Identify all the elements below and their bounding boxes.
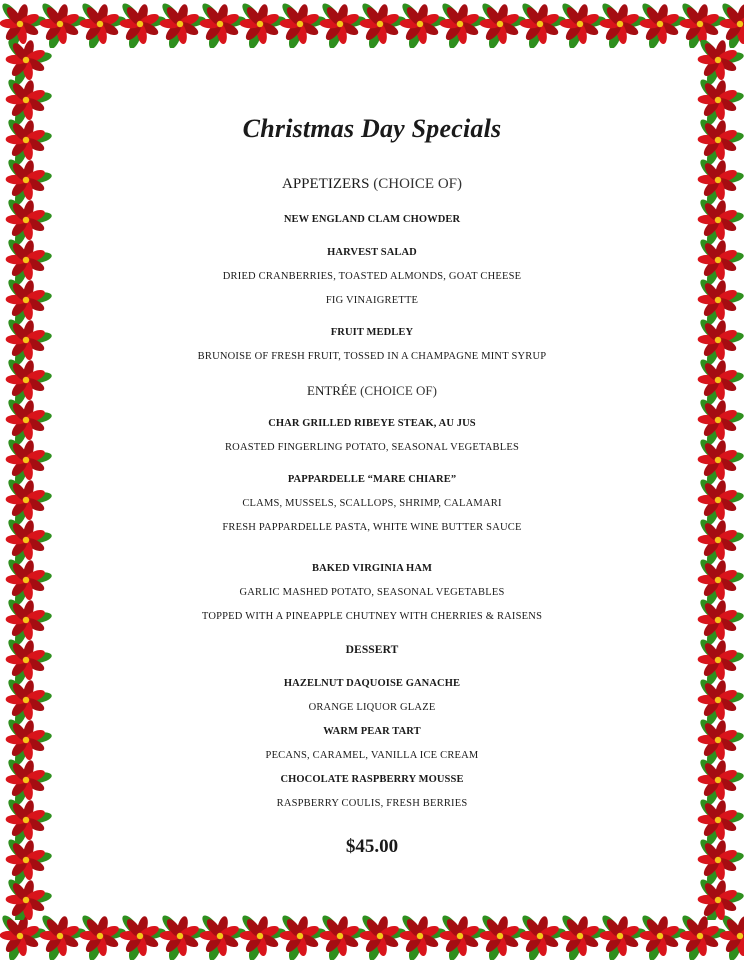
menu-item-name: PAPPARDELLE “MARE CHIARE” [287,474,457,485]
poinsettia-icon [359,1,406,48]
poinsettia-icon [559,1,606,48]
poinsettia-icon [697,397,744,446]
poinsettia-row-bottom [0,912,744,960]
poinsettia-row-top [0,0,744,48]
poinsettia-icon [697,197,744,246]
poinsettia-icon [279,1,326,48]
poinsettia-icon [5,277,52,326]
poinsettia-icon [697,717,744,766]
poinsettia-icon [279,913,326,960]
poinsettia-border-top [0,0,744,48]
poinsettia-icon [439,913,486,960]
poinsettia-icon [319,1,366,48]
poinsettia-icon [199,913,246,960]
poinsettia-icon [697,597,744,646]
menu-item-name: WARM PEAR TART [323,726,421,737]
poinsettia-icon [79,1,126,48]
poinsettia-icon [697,157,744,206]
poinsettia-icon [5,877,52,920]
poinsettia-icon [639,913,686,960]
poinsettia-icon [359,913,406,960]
poinsettia-icon [697,77,744,126]
price: $45.00 [345,836,399,857]
poinsettia-icon [399,1,446,48]
poinsettia-icon [5,40,52,86]
poinsettia-icon [5,677,52,726]
poinsettia-icon [697,317,744,366]
poinsettia-icon [697,877,744,920]
poinsettia-icon [559,913,606,960]
menu-item-description: FRESH PAPPARDELLE PASTA, WHITE WINE BUTTER SAUCE [222,522,522,533]
poinsettia-icon [697,637,744,686]
poinsettia-icon [5,77,52,126]
poinsettia-icon [239,1,286,48]
page-title: Christmas Day Specials [242,114,502,143]
menu-item-description: ORANGE LIQUOR GLAZE [308,702,436,713]
poinsettia-icon [5,117,52,166]
menu-item-name: FRUIT MEDLEY [330,327,414,338]
poinsettia-icon [697,277,744,326]
poinsettia-icon [519,1,566,48]
poinsettia-icon [5,597,52,646]
menu-item-description: DRIED CRANBERRIES, TOASTED ALMONDS, GOAT CHEESE [222,271,522,282]
menu-item-name: HAZELNUT DAQUOISE GANACHE [283,678,461,689]
section-heading-appetizers [60,176,684,193]
poinsettia-icon [239,913,286,960]
menu-item-description: RASPBERRY COULIS, FRESH BERRIES [276,798,468,809]
poinsettia-icon [119,913,166,960]
poinsettia-icon [5,477,52,526]
poinsettia-icon [5,317,52,366]
section-note: (CHOICE OF) [373,176,462,192]
menu-item-description: TOPPED WITH A PINEAPPLE CHUTNEY WITH CHERRIES & RAISENS [201,611,543,622]
poinsettia-icon [159,913,206,960]
poinsettia-icon [697,677,744,726]
poinsettia-icon [5,157,52,206]
poinsettia-icon [5,197,52,246]
poinsettia-icon [199,1,246,48]
menu-item-name: HARVEST SALAD [327,247,417,258]
poinsettia-icon [5,717,52,766]
menu-item-name: CHOCOLATE RASPBERRY MOUSSE [280,774,464,785]
poinsettia-icon [439,1,486,48]
poinsettia-icon [697,437,744,486]
menu-item-name: CHAR GRILLED RIBEYE STEAK, AU JUS [268,418,476,429]
poinsettia-icon [319,913,366,960]
poinsettia-icon [697,477,744,526]
poinsettia-icon [697,797,744,846]
poinsettia-icon [399,913,446,960]
menu-item-name: NEW ENGLAND CLAM CHOWDER [283,214,461,225]
menu-item-description: GARLIC MASHED POTATO, SEASONAL VEGETABLES [239,587,505,598]
poinsettia-icon [599,913,646,960]
poinsettia-icon [5,797,52,846]
poinsettia-icon [479,1,526,48]
section-note: (CHOICE OF) [360,383,437,398]
menu-item-description: ROASTED FINGERLING POTATO, SEASONAL VEGETABLES [224,442,520,453]
poinsettia-icon [5,357,52,406]
poinsettia-icon [697,837,744,886]
poinsettia-icon [639,1,686,48]
poinsettia-icon [5,397,52,446]
poinsettia-icon [697,517,744,566]
poinsettia-icon [479,913,526,960]
poinsettia-icon [599,1,646,48]
section-title: APPETIZERS [281,176,370,192]
poinsettia-icon [697,117,744,166]
poinsettia-column-left [0,40,52,920]
poinsettia-icon [697,557,744,606]
poinsettia-border-bottom [0,912,744,960]
poinsettia-icon [5,437,52,486]
menu-item-description: CLAMS, MUSSELS, SCALLOPS, SHRIMP, CALAMARI [242,498,502,509]
menu-item-description: PECANS, CARAMEL, VANILLA ICE CREAM [265,750,479,761]
menu-item-name: BAKED VIRGINIA HAM [311,563,433,574]
poinsettia-icon [697,237,744,286]
poinsettia-icon [5,517,52,566]
section-title: ENTRÉE [307,383,357,398]
poinsettia-icon [697,40,744,86]
poinsettia-icon [79,913,126,960]
menu-item-description: BRUNOISE OF FRESH FRUIT, TOSSED IN A CHAMPAGNE MINT SYRUP [197,351,547,362]
poinsettia-icon [5,637,52,686]
poinsettia-icon [5,837,52,886]
section-heading-dessert: DESSERT [345,644,399,656]
poinsettia-icon [5,237,52,286]
poinsettia-icon [697,757,744,806]
poinsettia-border-right [692,40,744,920]
poinsettia-icon [519,913,566,960]
poinsettia-column-right [692,40,744,920]
poinsettia-icon [5,757,52,806]
poinsettia-icon [697,357,744,406]
poinsettia-icon [5,557,52,606]
poinsettia-icon [119,1,166,48]
poinsettia-border-left [0,40,52,920]
section-heading-entree [60,383,684,399]
menu-item-description: FIG VINAIGRETTE [325,295,419,306]
poinsettia-icon [159,1,206,48]
